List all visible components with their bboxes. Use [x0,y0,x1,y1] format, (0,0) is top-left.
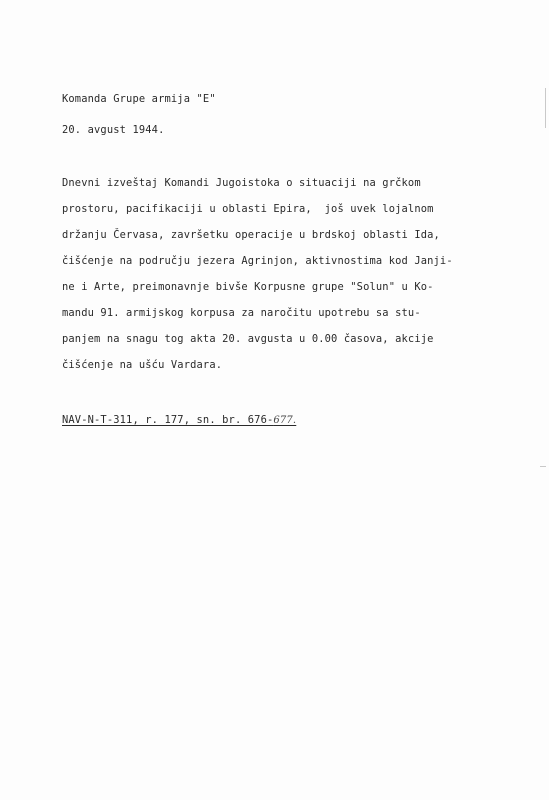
scan-edge-mark [540,466,546,467]
header-date: 20. avgust 1944. [62,124,165,136]
reference-typed: NAV-N-T-311, r. 177, sn. br. 676- [62,414,274,426]
body-line: čišćenje na ušću Vardara. [62,359,223,371]
body-line: čišćenje na području jezera Agrinjon, aktivnostima kod Janji- [62,255,453,267]
archive-reference [62,414,296,426]
reference-handwritten: 677. [273,415,297,426]
body-line: Dnevni izveštaj Komandi Jugoistoka o situaciji na grčkom [62,177,421,189]
body-line: prostoru, pacifikaciji u oblasti Epira, još uvek lojalnom [62,203,434,215]
body-line: mandu 91. armijskog korpusa za naročitu upotrebu sa stu- [62,307,421,319]
header-command: Komanda Grupe armija "E" [62,93,216,105]
scan-edge-mark [545,88,546,128]
body-line: držanju Červasa, završetku operacije u brdskoj oblasti Ida, [62,229,440,241]
body-line: panjem na snagu tog akta 20. avgusta u 0.00 časova, akcije [62,333,434,345]
body-line: ne i Arte, preimonavnje bivše Korpusne grupe "Solun" u Ko- [62,281,434,293]
